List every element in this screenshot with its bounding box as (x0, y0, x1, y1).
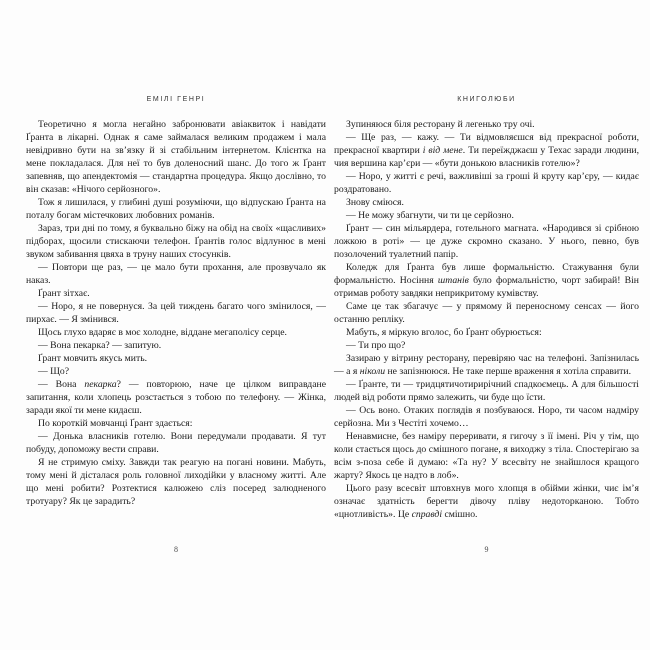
paragraph: Теоретично я могла негайно забронювати авіаквиток і навідати Ґранта в лікарні. Однак я саме займалася великим продажем і мала невідривно бути на зв’язку й зі стабільним інтернетом. Клієнтка на мене покладалася. Для неї то був доленосний шанс. До того ж Ґрант запевняв, що апендектомія — стандартна процедура. Якщо дослівно, то він сказав: «Нічого серйозного». (26, 119, 326, 195)
page-text-right (334, 118, 639, 521)
page-left (26, 96, 326, 554)
paragraph: Цього разу всесвіт штовхнув мого хлопця в обійми жінки, чиє ім’я означає здатність берегти дівочу пліву недоторканою. Тобто «цнотливість». Це справді смішно. (334, 483, 639, 520)
running-head-author: ЕМІЛІ ГЕНРІ (146, 96, 206, 103)
paragraph: Зупиняюся біля ресторану й легенько тру очі. (346, 119, 535, 130)
paragraph: Саме це так збагачує — у прямому й переносному сенсах — його останню репліку. (334, 301, 639, 325)
paragraph: — Ти про що? (346, 340, 406, 351)
paragraph: Щось глухо вдаряє в моє холодне, віддане мегаполісу серце. (38, 327, 287, 338)
paragraph: Ненавмисне, без наміру переривати, я гигочу з її імені. Річ у тім, що коли стається щось до смішного погане, я виходжу з тіла. Спостерігаю за всім з-поза себе й думаю: «Та ну? У всесвіту не знайшлося кращого жарту? Якось це надто в лоб». (334, 431, 639, 481)
paragraph: Знову сміюся. (346, 197, 404, 208)
page-right (334, 96, 639, 554)
paragraph: — Вона пекарка? — повторюю, наче це цілком виправдане запитання, коли хлопець розстається з тобою по телефону. — Жінка, заради якої ти мене кидаєш. (26, 379, 326, 416)
running-head-book-title: КНИГОЛЮБИ (457, 96, 516, 103)
paragraph: — Донька власників готелю. Вони передумали продавати. Я тут побуду, допоможу вести справи. (26, 431, 326, 455)
paragraph: — Повтори ще раз, — це мало бути прохання, але прозвучало як наказ. (26, 262, 326, 286)
paragraph: Зазираю у вітрину ресторану, перевіряю час на телефоні. Запізнилась — а я ніколи не запізнююся. Не таке перше враження я хотіла справити. (334, 353, 639, 377)
paragraph: — Ось воно. Отаких поглядів я позбуваюся. Норо, ти часом надміру серйозна. Ми з Честіті хочемо… (334, 405, 639, 429)
paragraph: Коледж для Ґранта був лише формальністю. Стажування були формальністю. Носіння штанів було формальністю, чорт забирай! Він отримав роботу завдяки неприкритому кумівству. (334, 262, 639, 299)
paragraph: — Норо, я не повернуся. За цей тиждень багато чого змінилося, — пирхає. — Я змінився. (26, 301, 326, 325)
paragraph: Мабуть, я міркую вголос, бо Ґрант обурюється: (346, 327, 542, 338)
paragraph: — Ще раз, — кажу. — Ти відмовляєшся від прекрасної роботи, прекрасної квартири і від мене. Ти переїжджаєш у Техас заради людини, чия вершина кар’єри — «бути донькою власників готелю»? (334, 132, 639, 169)
paragraph: — Ґранте, ти — тридцятичотирирічний спадкоємець. А для більшості людей від роботи прямо залежить, чи буде що їсти. (334, 379, 639, 403)
paragraph: — Що? (38, 366, 70, 377)
paragraph: По короткій мовчанці Ґрант здається: (38, 418, 193, 429)
page-text-left (26, 118, 326, 508)
paragraph: Ґрант мовчить якусь мить. (38, 353, 148, 364)
page-number-left: 8 (174, 545, 178, 554)
paragraph: Зараз, три дні по тому, я буквально біжу на обід на своїх «щасливих» підборах, щосили стискаючи телефон. Ґрантів голос відлунює в мені звуком забивання цвяха в труну наших стосунків. (26, 223, 326, 260)
paragraph: Ґрант зітхає. (38, 288, 90, 299)
paragraph: Я не стримую сміху. Завжди так реагую на погані новини. Мабуть, тому мені й дісталася роль головної лиходійки у власному житті. Але що мені робити? Розтектися калюжею сліз посеред залюдненого тротуару? Як це зарадить? (26, 457, 326, 507)
paragraph: Ґрант — син мільярдера, готельного магната. «Народився зі срібною ложкою в роті» — це дуже скромно сказано. У нього, певно, був позолочений туалетний папір. (334, 223, 639, 260)
paragraph: — Норо, у житті є речі, важливіші за гроші й круту кар’єру, — кидає роздратовано. (334, 171, 639, 195)
paragraph: — Не можу збагнути, чи ти це серйозно. (346, 210, 514, 221)
paragraph: Тож я лишилася, у глибині душі розуміючи, що відпускаю Ґранта на поталу богам містечкових любовних романів. (26, 197, 326, 221)
page-number-right: 9 (484, 545, 489, 554)
paragraph: — Вона пекарка? — запитую. (38, 340, 162, 351)
